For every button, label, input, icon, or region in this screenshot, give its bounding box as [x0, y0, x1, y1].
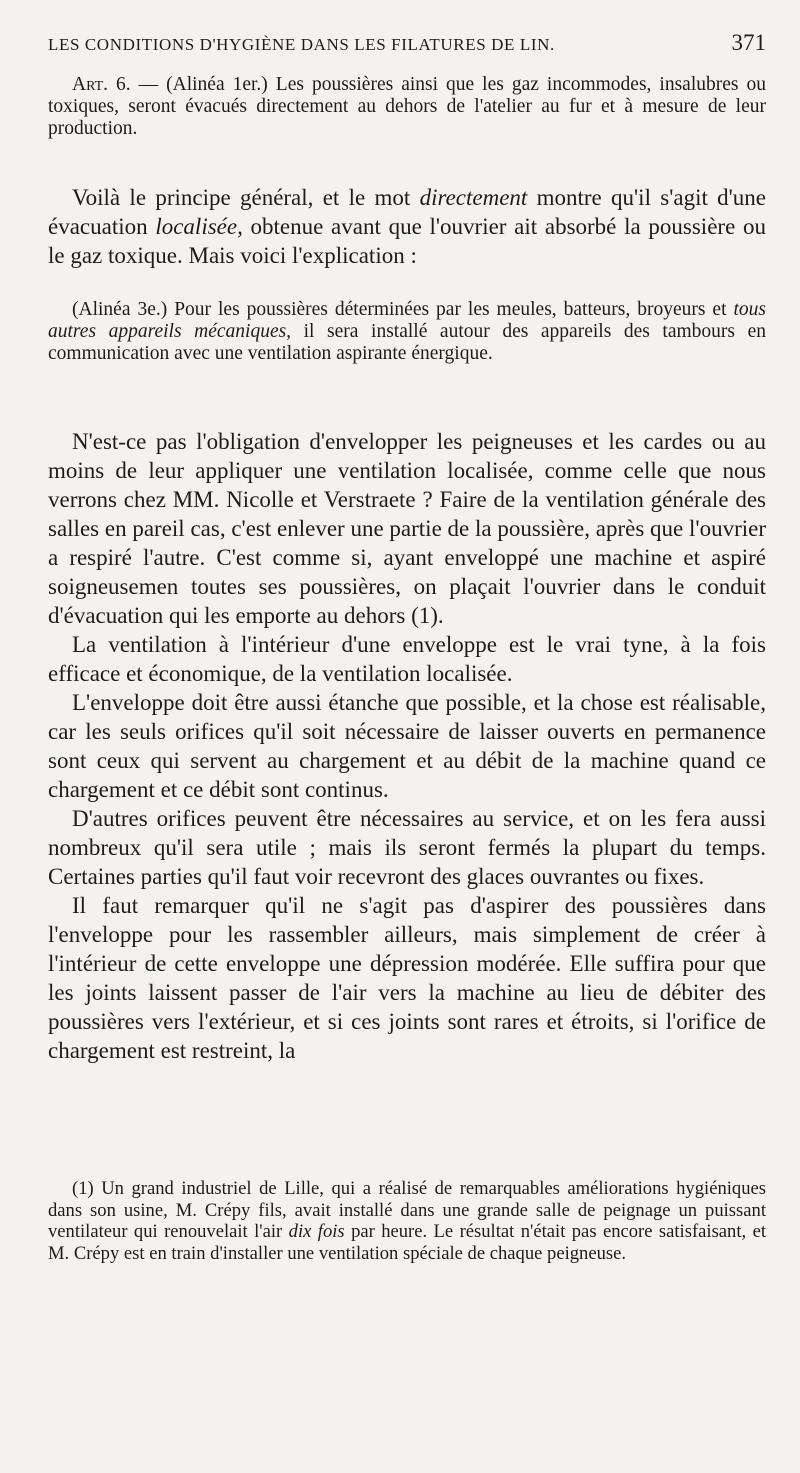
- emphasis-directement: directement: [419, 185, 528, 210]
- paragraph-body-text: [48, 427, 766, 1065]
- paragraph-principle: Voilà le principe général, et le mot directement montre qu'il s'agit d'une évacuation localisée, obtenue avant que l'ouvrier ait absorbé la poussière ou le gaz toxique. Mais voici l'explication :: [48, 185, 766, 268]
- paragraph-enveloppe-etanche: L'enveloppe doit être aussi étanche que possible, et la chose est réalisable, car les seuls orifices qu'il soit nécessaire de laisser ouverts en permanence sont ceux qui servent au chargement et au débit de la machine quand ce chargement et ce débit sont continus.: [48, 690, 766, 802]
- article-6-text: — (Alinéa 1er.) Les poussières ainsi que les gaz incommodes, insalubres ou toxiques, seront évacués directement au dehors de l'atelier au fur et à mesure de leur production.: [48, 74, 766, 139]
- paragraph-depression: Il faut remarquer qu'il ne s'agit pas d'aspirer des poussières dans l'enveloppe pour les rassembler ailleurs, mais simplement de créer à l'intérieur de cette enveloppe une dépression modérée. Elle suffira pour que les joints laissent passer de l'air vers la machine au lieu de débiter des poussières vers l'extérieur, et si ces joints sont rares et étroits, si l'orifice de chargement est restreint, la: [48, 893, 766, 1063]
- footnote: (1) Un grand industriel de Lille, qui a réalisé de remarquables améliorations hygiéniques dans son usine, M. Crépy fils, avait installé dans une grande salle de peignage un puissant ventilateur qui renouvelait l'air dix fois par heure. Le résultat n'était pas encore satisfaisant, et M. Crépy est en train d'installer une ventilation spéciale de chaque peigneuse.: [48, 1178, 766, 1264]
- paragraph-vrai-type: La ventilation à l'intérieur d'une enveloppe est le vrai tyne, à la fois efficace et économique, de la ventilation localisée.: [48, 632, 766, 686]
- page-header: [48, 30, 766, 56]
- paragraph-autres-orifices: D'autres orifices peuvent être nécessaires au service, et on les fera aussi nombreux qu'il sera utile ; mais ils seront fermés la plupart du temps. Certaines parties qu'il faut voir recevront des glaces ouvrantes ou fixes.: [48, 806, 766, 889]
- emphasis-appareils: tous autres appareils mécaniques,: [48, 299, 766, 342]
- page-number: 371: [731, 30, 766, 55]
- article-label: Art. 6.: [72, 74, 131, 95]
- law-quote-alinea-3: (Alinéa 3e.) Pour les poussières déterminées par les meules, batteurs, broyeurs et tous autres appareils mécaniques, il sera installé autour des appareils des tambours en communication avec une ventilation aspirante énergique.: [48, 299, 766, 364]
- paragraph-envelopper: N'est-ce pas l'obligation d'envelopper les peigneuses et les cardes ou au moins de leur appliquer une ventilation localisée, comme celle que nous verrons chez MM. Nicolle et Verstraete ? Faire de la ventilation générale des salles en pareil cas, c'est enlever une partie de la poussière, après que l'ouvrier a respiré l'autre. C'est comme si, ayant enveloppé une machine et aspiré soigneusemen toutes ses poussières, on plaçait l'ouvrier dans le conduit d'évacuation qui les emporte au dehors (1).: [48, 429, 766, 628]
- emphasis-localisee: localisée,: [155, 214, 243, 239]
- running-title: LES CONDITIONS D'HYGIÈNE DANS LES FILATURES DE LIN.: [48, 35, 555, 54]
- law-quote-article-6: [48, 74, 766, 140]
- emphasis-dix-fois: dix fois: [288, 1221, 345, 1243]
